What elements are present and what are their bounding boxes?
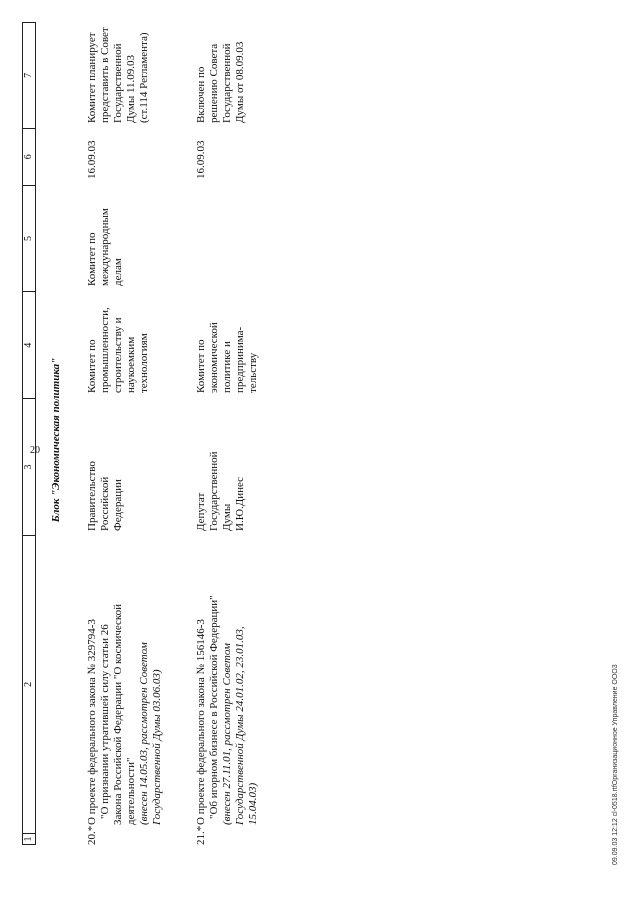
bill-title-line: Закона Российской Федерации "О космической xyxy=(112,603,124,825)
remark-line: Включен по xyxy=(195,66,207,123)
committee-line: экономической xyxy=(208,322,220,393)
remark-line: представить в Совет xyxy=(99,27,111,123)
committee-line: Комитет по xyxy=(86,339,98,393)
bill-title-line: О проекте федерального закона № 329794-3 xyxy=(86,619,98,825)
bill-title-line: "Об игорном бизнесе в Российской Федерации" xyxy=(208,595,220,819)
initiator-line: Федерации xyxy=(112,479,124,531)
remark-line: Государственной xyxy=(112,43,124,123)
initiator-line: Российской xyxy=(99,476,111,531)
date: 16.09.03 xyxy=(195,140,207,179)
col-header-7: 7 xyxy=(23,72,34,78)
col-header-1: 1 xyxy=(23,833,35,844)
remark-line: решению Совета xyxy=(208,43,220,123)
bill-title-line: О проекте федерального закона № 156146-3 xyxy=(195,619,207,825)
initiator xyxy=(86,401,125,531)
committee-line: строительству и xyxy=(112,317,124,393)
bill-note-line: 15.04.03) xyxy=(247,782,259,825)
table-header xyxy=(22,22,36,845)
col-header-5: 5 xyxy=(23,185,35,292)
bill-note-line: (внесен 14.05.03, рассмотрен Советом xyxy=(138,642,150,825)
remark-line: Государственной xyxy=(221,43,233,123)
col-header-6: 6 xyxy=(23,128,35,185)
initiator-line: И.Ю.Динес xyxy=(234,476,246,531)
bill-description xyxy=(86,535,164,825)
co-committee xyxy=(86,181,125,286)
page-number: 20 xyxy=(30,445,40,456)
col-header-2: 2 xyxy=(23,535,35,833)
remark xyxy=(86,18,151,123)
section-title: Блок "Экономическая политика" xyxy=(50,357,62,523)
bill-description xyxy=(195,535,260,825)
remark xyxy=(195,18,247,123)
initiator-line: Государственной xyxy=(208,451,220,531)
remark-line: Комитет планирует xyxy=(86,32,98,123)
committee-line: промышленности, xyxy=(99,307,111,393)
col-header-3: 3 xyxy=(23,398,35,535)
co-committee-line: Комитет по xyxy=(86,232,98,286)
committee-line: предпринима- xyxy=(234,326,246,393)
col-header-4: 4 xyxy=(23,291,35,398)
bill-note-line: Государственной Думы 03.06.03) xyxy=(151,669,163,825)
initiator-line: Депутат xyxy=(195,492,207,531)
remark-line: Думы от 08.09.03 xyxy=(234,41,246,123)
remark-line: (ст.114 Регламента) xyxy=(138,32,150,123)
committee-line: технологиям xyxy=(138,333,150,393)
bill-note-line: (внесен 27.11.01, рассмотрен Советом xyxy=(221,643,233,825)
bill-note-line: Государственной Думы 24.01.02, 23.01.03, xyxy=(234,626,246,825)
committee-line: наукоемким xyxy=(125,336,137,393)
row-number: 20.* xyxy=(86,825,98,845)
initiator xyxy=(195,401,247,531)
date: 16.09.03 xyxy=(86,140,98,179)
co-committee-line: международным xyxy=(99,208,111,286)
responsible-committee xyxy=(86,288,151,393)
committee-line: политике и xyxy=(221,341,233,393)
co-committee-line: делам xyxy=(112,258,124,286)
committee-line: тельству xyxy=(247,352,259,393)
committee-line: Комитет по xyxy=(195,339,207,393)
bill-title-line: "О признании утратившей силу статьи 26 xyxy=(99,624,111,819)
footer-text: 09.09.03 12:12 cl-0518.rtfОрганизационное Управление ООО3 xyxy=(612,664,619,865)
responsible-committee xyxy=(195,288,260,393)
remark-line: Думы 11.09.03 xyxy=(125,54,137,123)
initiator-line: Думы xyxy=(221,503,233,531)
row-number: 21.* xyxy=(195,825,207,845)
bill-title-line: деятельности" xyxy=(125,757,137,825)
initiator-line: Правительство xyxy=(86,461,98,531)
